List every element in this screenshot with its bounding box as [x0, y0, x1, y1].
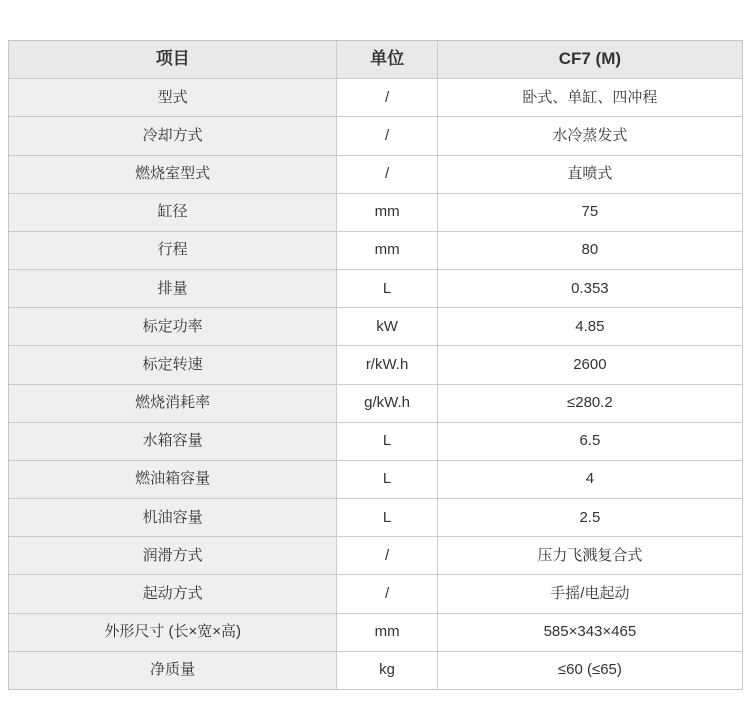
table-row — [9, 614, 742, 652]
table-cell-unit: / — [337, 537, 437, 574]
table-cell-item: 燃烧室型式 — [9, 156, 337, 193]
table-cell-item: 行程 — [9, 232, 337, 269]
table-cell-unit: L — [337, 499, 437, 536]
header-cell-item: 项目 — [9, 41, 337, 78]
table-row — [9, 537, 742, 575]
table-cell-item: 润滑方式 — [9, 537, 337, 574]
table-cell-unit: / — [337, 79, 437, 116]
table-cell-value: 75 — [438, 194, 742, 231]
table-cell-unit: kW — [337, 308, 437, 345]
table-cell-value: 手摇/电起动 — [438, 575, 742, 612]
engine-spec-table — [8, 40, 743, 690]
table-cell-unit: L — [337, 423, 437, 460]
table-cell-unit: kg — [337, 652, 437, 689]
table-cell-value: 80 — [438, 232, 742, 269]
table-cell-item: 燃油箱容量 — [9, 461, 337, 498]
table-cell-unit: / — [337, 575, 437, 612]
table-cell-unit: L — [337, 461, 437, 498]
table-cell-value: 水冷蒸发式 — [438, 117, 742, 154]
table-row — [9, 270, 742, 308]
table-row — [9, 575, 742, 613]
table-cell-item: 排量 — [9, 270, 337, 307]
table-cell-value: ≤60 (≤65) — [438, 652, 742, 689]
table-cell-value: 2.5 — [438, 499, 742, 536]
table-cell-item: 外形尺寸 (长×宽×高) — [9, 614, 337, 651]
table-row — [9, 385, 742, 423]
table-cell-unit: / — [337, 117, 437, 154]
table-cell-value: 卧式、单缸、四冲程 — [438, 79, 742, 116]
table-row — [9, 423, 742, 461]
table-cell-item: 净质量 — [9, 652, 337, 689]
table-cell-item: 缸径 — [9, 194, 337, 231]
table-cell-value: 4 — [438, 461, 742, 498]
table-row — [9, 346, 742, 384]
table-cell-value: 直喷式 — [438, 156, 742, 193]
table-cell-unit: mm — [337, 232, 437, 269]
table-row — [9, 499, 742, 537]
table-cell-unit: / — [337, 156, 437, 193]
table-cell-value: 6.5 — [438, 423, 742, 460]
table-row — [9, 232, 742, 270]
table-row — [9, 194, 742, 232]
table-row — [9, 461, 742, 499]
table-row — [9, 117, 742, 155]
table-cell-item: 水箱容量 — [9, 423, 337, 460]
table-cell-item: 冷却方式 — [9, 117, 337, 154]
header-cell-model: CF7 (M) — [438, 41, 742, 78]
table-row — [9, 652, 742, 689]
table-cell-item: 型式 — [9, 79, 337, 116]
table-header-row — [9, 41, 742, 79]
header-cell-unit: 单位 — [337, 41, 437, 78]
table-cell-unit: mm — [337, 194, 437, 231]
table-cell-item: 标定功率 — [9, 308, 337, 345]
table-cell-unit: g/kW.h — [337, 385, 437, 422]
table-cell-unit: mm — [337, 614, 437, 651]
table-cell-unit: r/kW.h — [337, 346, 437, 383]
table-cell-value: 4.85 — [438, 308, 742, 345]
table-row — [9, 79, 742, 117]
table-cell-value: 压力飞溅复合式 — [438, 537, 742, 574]
table-cell-value: 585×343×465 — [438, 614, 742, 651]
table-cell-unit: L — [337, 270, 437, 307]
table-row — [9, 156, 742, 194]
table-cell-value: 0.353 — [438, 270, 742, 307]
table-cell-item: 标定转速 — [9, 346, 337, 383]
table-cell-item: 机油容量 — [9, 499, 337, 536]
table-cell-item: 燃烧消耗率 — [9, 385, 337, 422]
table-row — [9, 308, 742, 346]
table-cell-value: 2600 — [438, 346, 742, 383]
table-cell-value: ≤280.2 — [438, 385, 742, 422]
table-cell-item: 起动方式 — [9, 575, 337, 612]
